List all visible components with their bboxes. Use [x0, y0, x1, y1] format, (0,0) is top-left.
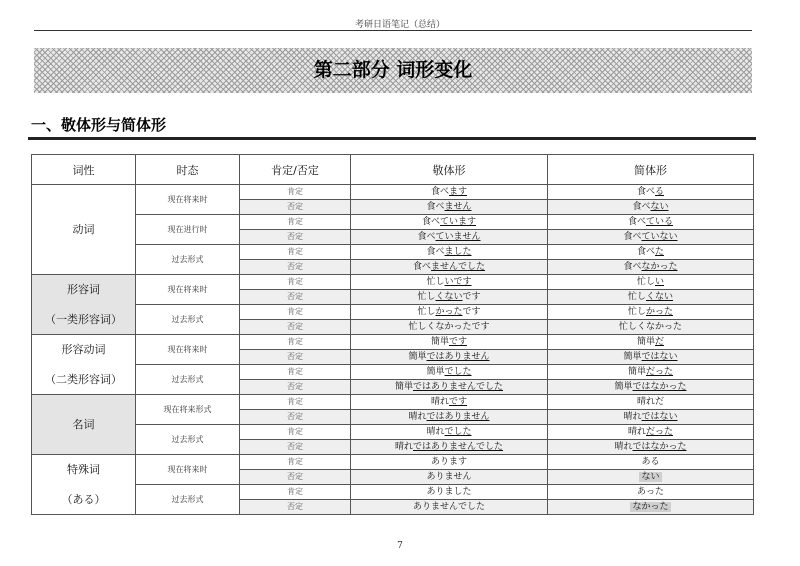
- polarity-cell: 肯定: [240, 185, 351, 200]
- polite-form-cell: [351, 500, 548, 515]
- polarity-cell: 否定: [240, 230, 351, 245]
- polite-form-cell: [351, 395, 548, 410]
- part-of-speech-label: 名词: [72, 417, 95, 431]
- word-stem: 忙し: [636, 277, 655, 287]
- part-of-speech-label: （二类形容词）: [45, 372, 122, 386]
- highlighted-form: ない: [641, 472, 660, 482]
- table-row: [32, 395, 754, 410]
- polarity-cell: 否定: [240, 500, 351, 515]
- polite-form-cell: [351, 290, 548, 305]
- highlighted-form: なかった: [632, 502, 669, 512]
- word-stem: 食べ: [623, 262, 642, 272]
- word-stem: 食べ: [417, 232, 436, 242]
- part-of-speech-label: 动词: [72, 222, 95, 236]
- word-stem: 食べ: [623, 232, 642, 242]
- changed-ending: ます: [449, 187, 468, 197]
- word-stem: ある: [641, 457, 660, 467]
- page-number: 7: [397, 541, 403, 551]
- changed-ending: ていない: [641, 232, 678, 242]
- section-title: 一、敬体形与简体形: [31, 116, 167, 134]
- tense-cell: 现在将来时: [136, 275, 240, 305]
- table-row: [32, 215, 754, 230]
- polarity-cell: 肯定: [240, 305, 351, 320]
- table-row: [32, 365, 754, 380]
- plain-form-cell: [548, 485, 754, 500]
- changed-ending: た: [655, 247, 665, 257]
- polite-form-cell: [351, 200, 548, 215]
- tense-cell: 过去形式: [136, 425, 240, 455]
- plain-form-cell: [548, 500, 754, 515]
- polite-form-cell: [351, 275, 548, 290]
- part-of-speech-label: 形容动词: [61, 342, 106, 356]
- polarity-cell: 否定: [240, 410, 351, 425]
- col-header-pos: 词性: [32, 155, 136, 185]
- part-of-speech-cell: [32, 275, 136, 335]
- word-stem: です: [462, 292, 481, 302]
- plain-form-cell: [548, 185, 754, 200]
- changed-ending: ではない: [641, 412, 678, 422]
- table-row: [32, 275, 754, 290]
- tense-cell: 过去形式: [136, 245, 240, 275]
- plain-form-cell: [548, 245, 754, 260]
- polarity-cell: 肯定: [240, 425, 351, 440]
- changed-ending: ではない: [641, 352, 678, 362]
- word-stem: ありませんでした: [412, 502, 485, 512]
- polarity-cell: 否定: [240, 200, 351, 215]
- plain-form-cell: [548, 425, 754, 440]
- word-stem: 食べ: [421, 217, 440, 227]
- word-stem: あった: [637, 487, 664, 497]
- plain-form-cell: [548, 230, 754, 245]
- changed-ending: ではありませんでした: [413, 442, 504, 452]
- polarity-cell: 否定: [240, 350, 351, 365]
- polarity-cell: 肯定: [240, 275, 351, 290]
- tense-cell: 现在将来时: [136, 185, 240, 215]
- col-header-polarity: 肯定/否定: [240, 155, 351, 185]
- table-row: [32, 245, 754, 260]
- polarity-cell: 否定: [240, 260, 351, 275]
- word-stem: 忙し: [627, 307, 646, 317]
- part-of-speech-label: 形容词: [67, 282, 100, 296]
- polite-form-cell: [351, 350, 548, 365]
- polarity-cell: 肯定: [240, 365, 351, 380]
- word-stem: 忙し: [426, 277, 445, 287]
- word-stem: 食べ: [426, 202, 445, 212]
- polarity-cell: 肯定: [240, 395, 351, 410]
- changed-ending: だ: [655, 337, 665, 347]
- running-header: 考研日语笔记（总结）: [354, 20, 445, 30]
- tense-cell: 现在将来时: [136, 335, 240, 365]
- changed-ending: ていません: [435, 232, 481, 242]
- plain-form-cell: [548, 455, 754, 470]
- word-stem: 晴れ: [430, 397, 449, 407]
- tense-cell: 过去形式: [136, 485, 240, 515]
- conjugation-table: [31, 154, 754, 515]
- plain-form-cell: [548, 380, 754, 395]
- word-stem: 晴れ: [426, 427, 445, 437]
- word-stem: 忙し: [417, 307, 436, 317]
- polite-form-cell: [351, 455, 548, 470]
- changed-ending: ました: [444, 247, 472, 257]
- tense-cell: 现在将来形式: [136, 395, 240, 425]
- word-stem: 忙しくなかった: [618, 322, 682, 332]
- word-stem: 食べ: [412, 262, 431, 272]
- polite-form-cell: [351, 440, 548, 455]
- polite-form-cell: [351, 425, 548, 440]
- polarity-cell: 肯定: [240, 335, 351, 350]
- polarity-cell: 否定: [240, 290, 351, 305]
- header-rule: [34, 30, 752, 31]
- polite-form-cell: [351, 470, 548, 485]
- table-row: [32, 455, 754, 470]
- word-stem: 忙し: [627, 292, 646, 302]
- col-header-plain-form: 简体形: [548, 155, 754, 185]
- polite-form-cell: [351, 410, 548, 425]
- plain-form-cell: [548, 335, 754, 350]
- changed-ending: ではなかった: [632, 442, 687, 452]
- polarity-cell: 否定: [240, 320, 351, 335]
- plain-form-cell: [548, 410, 754, 425]
- changed-ending: ています: [440, 217, 477, 227]
- polite-form-cell: [351, 320, 548, 335]
- plain-form-cell: [548, 350, 754, 365]
- col-header-tense: 时态: [136, 155, 240, 185]
- word-stem: 食べ: [627, 217, 646, 227]
- plain-form-cell: [548, 200, 754, 215]
- plain-form-cell: [548, 395, 754, 410]
- plain-form-cell: [548, 275, 754, 290]
- changed-ending: い: [655, 277, 665, 287]
- changed-ending: ません: [444, 202, 472, 212]
- table-header-row: [32, 155, 754, 185]
- word-stem: 簡単: [614, 382, 633, 392]
- plain-form-cell: [548, 305, 754, 320]
- changed-ending: でした: [444, 427, 472, 437]
- changed-ending: でした: [444, 367, 472, 377]
- part-of-speech-label: （一类形容词）: [45, 312, 122, 326]
- word-stem: あります: [430, 457, 467, 467]
- changed-ending: る: [655, 187, 665, 197]
- polite-form-cell: [351, 245, 548, 260]
- table-row: [32, 185, 754, 200]
- part-of-speech-label: 特殊词: [67, 462, 100, 476]
- polite-form-cell: [351, 185, 548, 200]
- part-of-speech-cell: [32, 455, 136, 515]
- table-row: [32, 305, 754, 320]
- polite-form-cell: [351, 335, 548, 350]
- part-of-speech-label: （ある）: [61, 492, 106, 506]
- word-stem: 簡単: [636, 337, 655, 347]
- changed-ending: くない: [646, 292, 674, 302]
- polite-form-cell: [351, 485, 548, 500]
- word-stem: 食べ: [632, 202, 651, 212]
- table-row: [32, 425, 754, 440]
- part-banner: [34, 48, 752, 93]
- changed-ending: ませんでした: [431, 262, 486, 272]
- polarity-cell: 否定: [240, 470, 351, 485]
- changed-ending: かった: [646, 307, 674, 317]
- word-stem: 簡単: [623, 352, 642, 362]
- word-stem: 簡単: [408, 352, 427, 362]
- table-body: [32, 185, 754, 515]
- tense-cell: 过去形式: [136, 365, 240, 395]
- plain-form-cell: [548, 440, 754, 455]
- word-stem: 晴れだ: [636, 397, 664, 407]
- word-stem: 簡単: [430, 337, 449, 347]
- changed-ending: くない: [435, 292, 463, 302]
- part-of-speech-cell: [32, 185, 136, 275]
- changed-ending: ではありません: [426, 412, 490, 422]
- word-stem: 晴れ: [394, 442, 413, 452]
- changed-ending: だった: [646, 367, 674, 377]
- polite-form-cell: [351, 230, 548, 245]
- word-stem: 簡単: [426, 367, 445, 377]
- word-stem: 晴れ: [614, 442, 633, 452]
- polarity-cell: 肯定: [240, 485, 351, 500]
- word-stem: 食べ: [430, 187, 449, 197]
- word-stem: 晴れ: [408, 412, 427, 422]
- plain-form-cell: [548, 215, 754, 230]
- polarity-cell: 肯定: [240, 215, 351, 230]
- word-stem: ありました: [426, 487, 472, 497]
- polite-form-cell: [351, 380, 548, 395]
- word-stem: です: [462, 307, 481, 317]
- polarity-cell: 肯定: [240, 455, 351, 470]
- plain-form-cell: [548, 290, 754, 305]
- part-of-speech-cell: [32, 335, 136, 395]
- changed-ending: ている: [646, 217, 674, 227]
- changed-ending: ではなかった: [632, 382, 687, 392]
- changed-ending: です: [449, 397, 468, 407]
- changed-ending: だった: [646, 427, 674, 437]
- plain-form-cell: [548, 320, 754, 335]
- word-stem: 晴れ: [623, 412, 642, 422]
- changed-ending: です: [449, 337, 468, 347]
- changed-ending: ではありませんでした: [413, 382, 504, 392]
- polite-form-cell: [351, 305, 548, 320]
- changed-ending: かった: [435, 307, 463, 317]
- word-stem: 簡単: [394, 382, 413, 392]
- polarity-cell: 否定: [240, 440, 351, 455]
- tense-cell: 过去形式: [136, 305, 240, 335]
- word-stem: 食べ: [636, 187, 655, 197]
- word-stem: 食べ: [636, 247, 655, 257]
- plain-form-cell: [548, 260, 754, 275]
- word-stem: 忙しくなかったです: [408, 322, 490, 332]
- plain-form-cell: [548, 470, 754, 485]
- word-stem: 食べ: [426, 247, 445, 257]
- word-stem: ありません: [426, 472, 472, 482]
- polite-form-cell: [351, 260, 548, 275]
- word-stem: 忙し: [417, 292, 436, 302]
- changed-ending: ではありません: [426, 352, 490, 362]
- changed-ending: いです: [444, 277, 472, 287]
- section-rule: [28, 137, 756, 140]
- part-of-speech-cell: [32, 395, 136, 455]
- changed-ending: ない: [650, 202, 669, 212]
- word-stem: 晴れ: [627, 427, 646, 437]
- plain-form-cell: [548, 365, 754, 380]
- col-header-polite-form: 敬体形: [351, 155, 548, 185]
- table-row: [32, 485, 754, 500]
- part-title: 第二部分 词形变化: [313, 59, 473, 81]
- polarity-cell: 肯定: [240, 245, 351, 260]
- polarity-cell: 否定: [240, 380, 351, 395]
- changed-ending: なかった: [641, 262, 678, 272]
- table-row: [32, 335, 754, 350]
- polite-form-cell: [351, 365, 548, 380]
- word-stem: 簡単: [627, 367, 646, 377]
- polite-form-cell: [351, 215, 548, 230]
- tense-cell: 现在进行时: [136, 215, 240, 245]
- tense-cell: 现在将来时: [136, 455, 240, 485]
